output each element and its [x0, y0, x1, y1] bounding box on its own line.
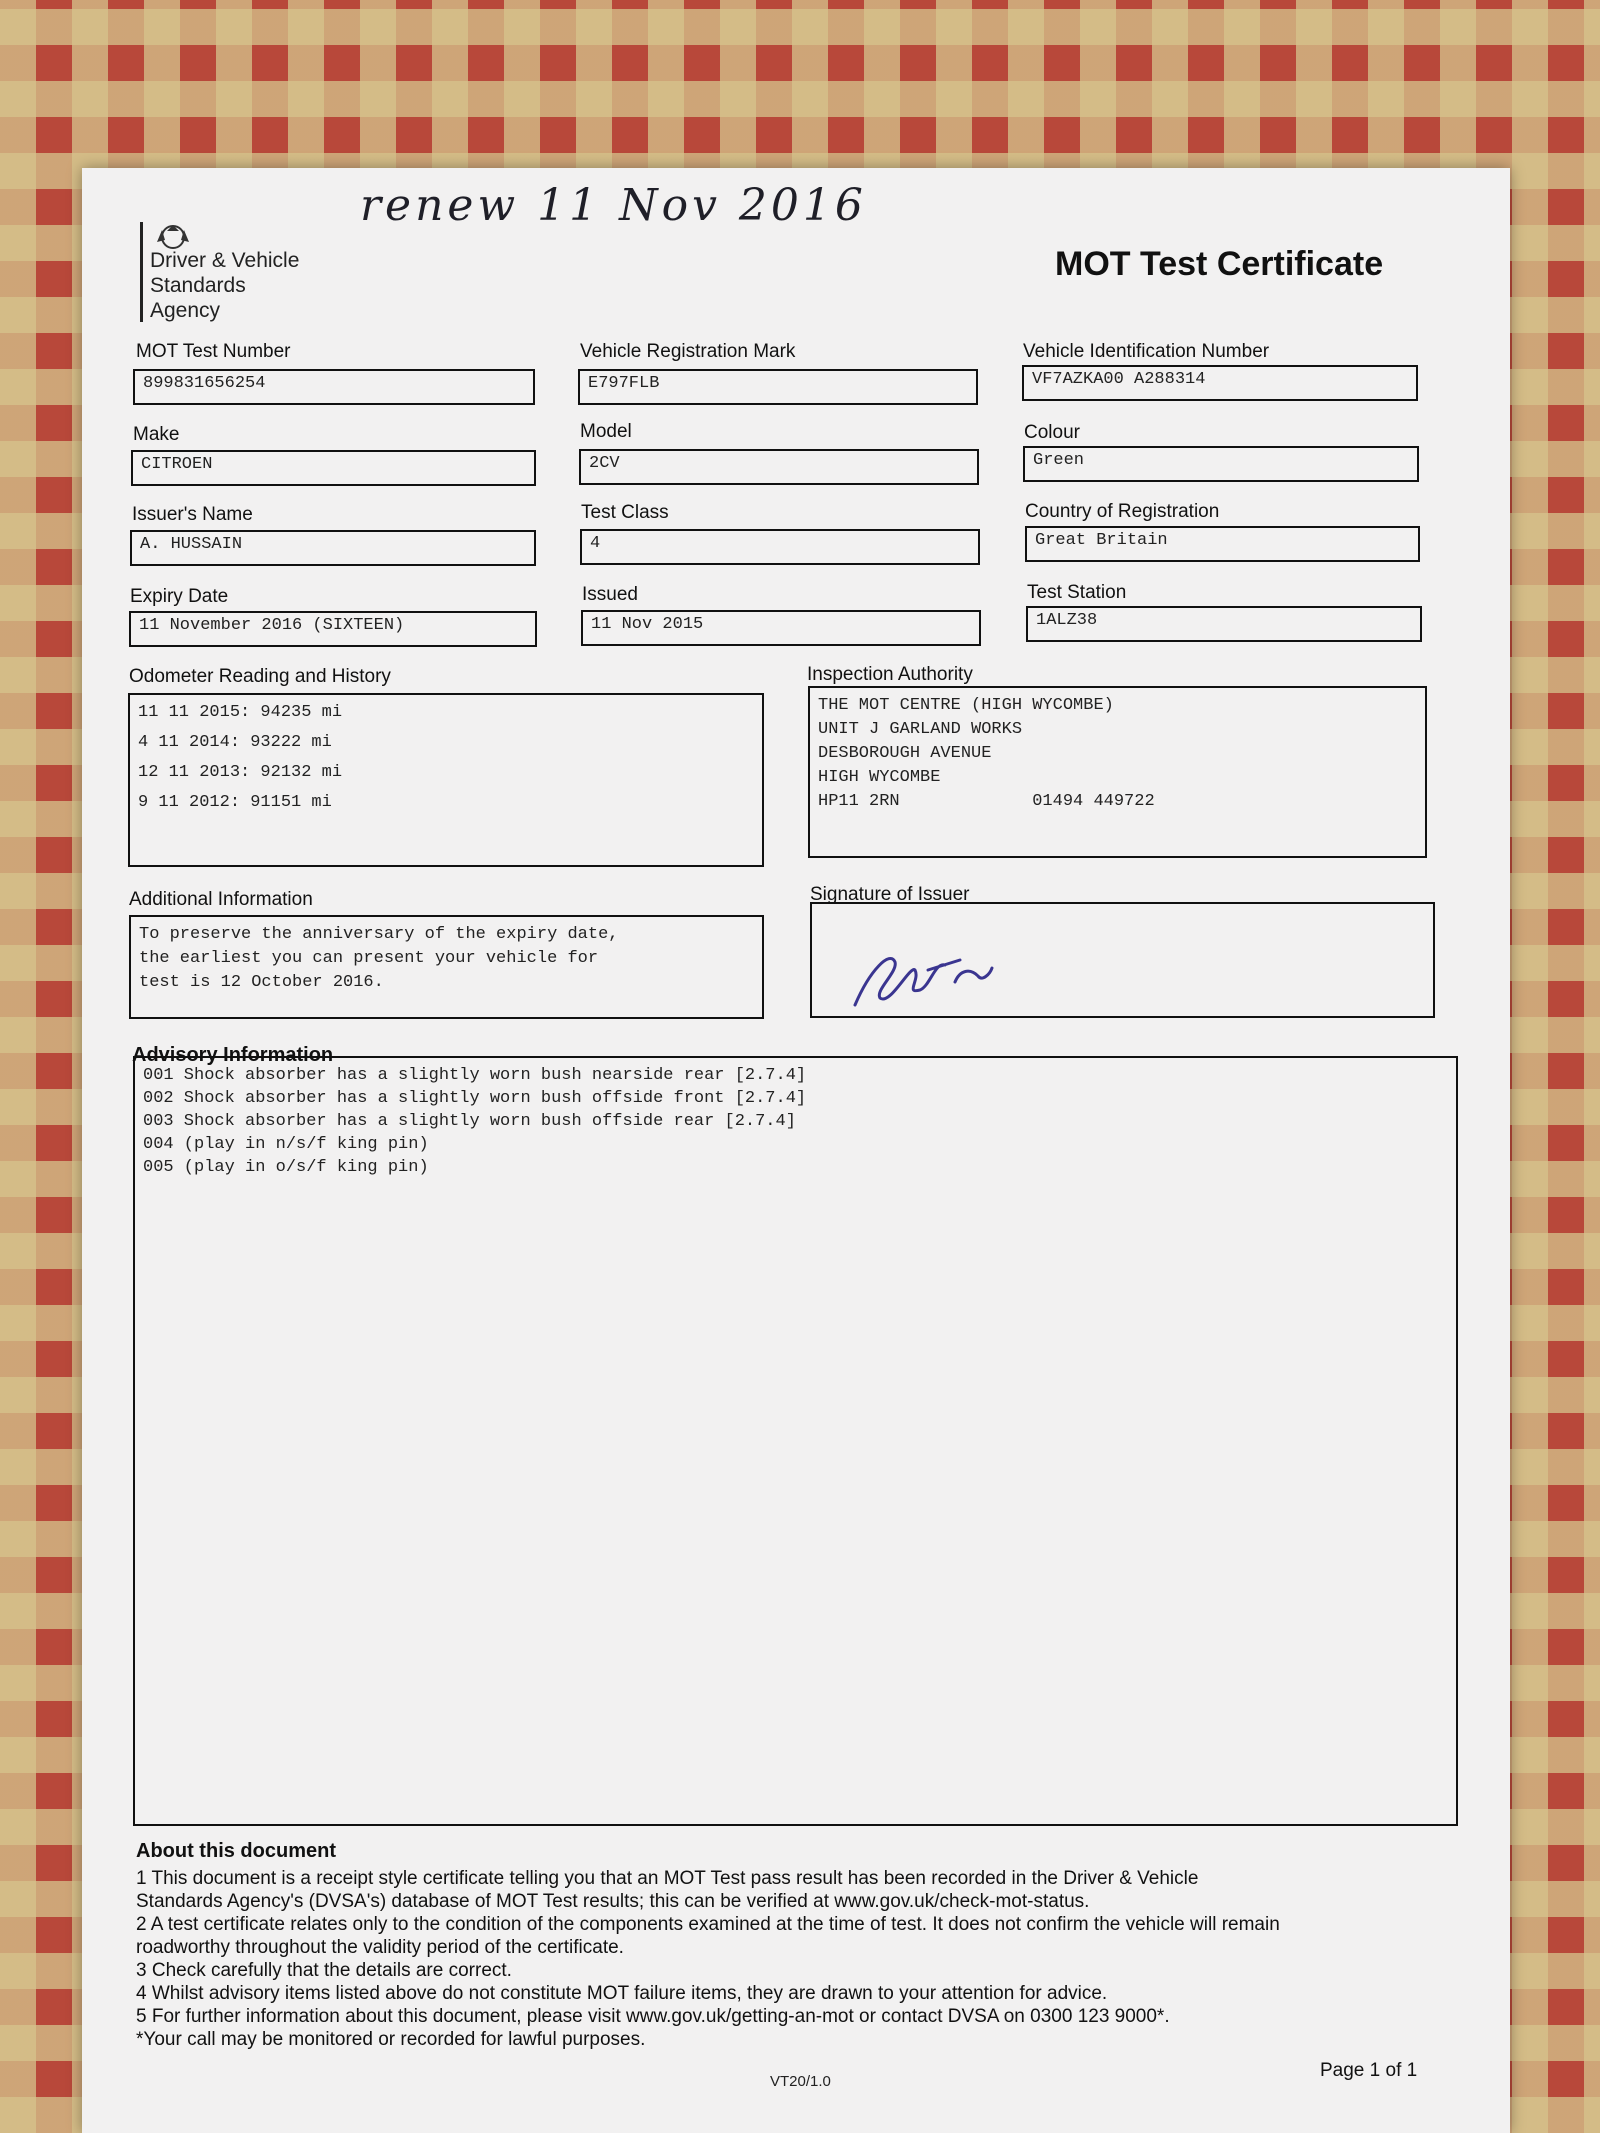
about-title: About this document [136, 1840, 336, 1862]
advisory-item: 002 Shock absorber has a slightly worn bush offside front [2.7.4] [143, 1089, 807, 1108]
vrm-label: Vehicle Registration Mark [580, 341, 796, 362]
page-title: MOT Test Certificate [1055, 245, 1384, 283]
additional-info-box [129, 915, 764, 1019]
advisory-box [133, 1056, 1458, 1826]
model-label: Model [580, 421, 632, 442]
signature-label: Signature of Issuer [810, 884, 970, 905]
test-class-label: Test Class [581, 502, 669, 523]
additional-info-label: Additional Information [129, 889, 313, 910]
advisory-item: 005 (play in o/s/f king pin) [143, 1158, 429, 1177]
mot-test-number-label: MOT Test Number [136, 341, 291, 362]
agency-divider [140, 222, 143, 322]
issued-label: Issued [582, 584, 638, 605]
additional-info-line: To preserve the anniversary of the expiry date, [139, 925, 619, 944]
about-line: 3 Check carefully that the details are correct. [136, 1960, 512, 1981]
about-line: 4 Whilst advisory items listed above do not constitute MOT failure items, they are drawn to your attention for advice. [136, 1983, 1108, 2004]
vrm-field: E797FLB [578, 369, 978, 405]
page-number: Page 1 of 1 [1320, 2060, 1418, 2081]
advisory-item: 001 Shock absorber has a slightly worn bush nearside rear [2.7.4] [143, 1066, 807, 1085]
authority-line: HP11 2RN 01494 449722 [818, 792, 1155, 811]
make-field: CITROEN [131, 450, 536, 486]
issuer-name-field: A. HUSSAIN [130, 530, 536, 566]
issued-field: 11 Nov 2015 [581, 610, 981, 646]
inspection-authority-box [808, 686, 1427, 858]
model-field: 2CV [579, 449, 979, 485]
about-line: *Your call may be monitored or recorded for lawful purposes. [136, 2029, 646, 2050]
test-station-field: 1ALZ38 [1026, 606, 1422, 642]
test-station-label: Test Station [1027, 582, 1127, 603]
odometer-entry: 11 11 2015: 94235 mi [138, 703, 343, 722]
odometer-entry: 4 11 2014: 93222 mi [138, 733, 332, 752]
inspection-authority-label: Inspection Authority [807, 664, 973, 685]
advisory-item: 003 Shock absorber has a slightly worn bush offside rear [2.7.4] [143, 1112, 796, 1131]
about-line: roadworthy throughout the validity period of the certificate. [136, 1937, 624, 1958]
test-class-field: 4 [580, 529, 980, 565]
additional-info-line: test is 12 October 2016. [139, 973, 384, 992]
about-text [136, 1867, 1456, 2051]
vin-field: VF7AZKA00 A288314 [1022, 365, 1418, 401]
colour-label: Colour [1024, 422, 1080, 443]
form-code: VT20/1.0 [770, 2073, 831, 2090]
advisory-label: Advisory Information [132, 1044, 334, 1066]
expiry-date-field: 11 November 2016 (SIXTEEN) [129, 611, 537, 647]
advisory-item: 004 (play in n/s/f king pin) [143, 1135, 429, 1154]
country-field: Great Britain [1025, 526, 1420, 562]
handwritten-note: renew 11 Nov 2016 [360, 180, 867, 231]
about-line: 1 This document is a receipt style certificate telling you that an MOT Test pass result has been recorded in the Driver & Vehicle [136, 1868, 1199, 1889]
agency-name: Driver & Vehicle Standards Agency [150, 249, 300, 322]
additional-info-line: the earliest you can present your vehicle for [139, 949, 599, 968]
authority-line: HIGH WYCOMBE [818, 768, 941, 787]
vin-label: Vehicle Identification Number [1023, 341, 1270, 362]
issuer-signature [820, 910, 1020, 1030]
expiry-date-label: Expiry Date [130, 586, 229, 607]
country-label: Country of Registration [1025, 501, 1220, 522]
authority-line: DESBOROUGH AVENUE [818, 744, 992, 763]
make-label: Make [133, 424, 180, 445]
about-line: 5 For further information about this document, please visit www.gov.uk/getting-an-mot or contact DVSA on 0300 123 9000*. [136, 2006, 1170, 2027]
issuer-name-label: Issuer's Name [132, 504, 253, 525]
odometer-entry: 9 11 2012: 91151 mi [138, 793, 332, 812]
colour-field: Green [1023, 446, 1419, 482]
about-line: Standards Agency's (DVSA's) database of MOT Test results; this can be verified at www.gov.uk/check-mot-status. [136, 1891, 1090, 1912]
odometer-entry: 12 11 2013: 92132 mi [138, 763, 343, 782]
odometer-label: Odometer Reading and History [129, 666, 391, 687]
odometer-history-box [128, 693, 764, 867]
authority-line: UNIT J GARLAND WORKS [818, 720, 1023, 739]
authority-line: THE MOT CENTRE (HIGH WYCOMBE) [818, 696, 1114, 715]
mot-test-number-field: 899831656254 [133, 369, 535, 405]
about-line: 2 A test certificate relates only to the condition of the components examined at the time of test. It does not confirm the vehicle will remain [136, 1914, 1280, 1935]
